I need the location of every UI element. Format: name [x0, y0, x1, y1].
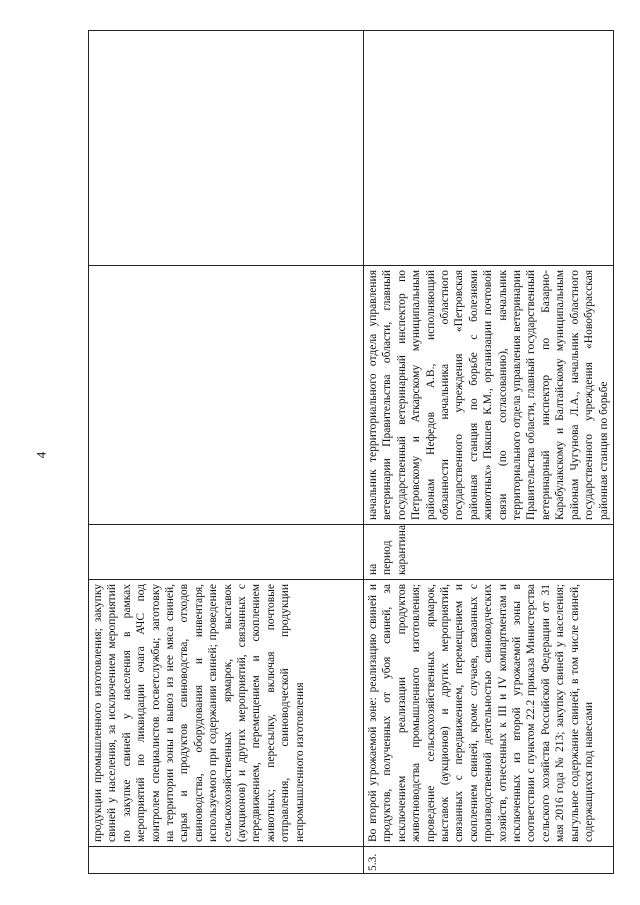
table-row: [364, 31, 614, 874]
measures-table: [88, 30, 614, 874]
landscape-table: [88, 32, 610, 874]
row2-measure-cell: Во второй угрожаемой зоне: реализацию свиней и продуктов, полученных от убоя свиней, за исключением реализации продуктов животноводства промышленного изготовления; проведение сельскохозяйственных ярмарок, выставок (аукционов) и других мероприятий, связанных с передвижением, перемещением и скоплением свиней, кроме случаев, связанных с производственной деятельностью свиноводческих хозяйств, отнесенных к III и IV компартментам и исключенных из второй угрожаемой зоны в соответствии с пунктом 22.2 приказа Министерства сельского хозяйства Российской Федерации от 31 мая 2016 года № 213; закупку свиней у населения; выгульное содержание свиней, в том числе свиней, содержащихся под навесами: [364, 580, 614, 847]
row1-measure-cell: продукции промышленного изготовления; закупку свиней у населения, за исключением мероприятий по закупке свиней у населения в рамках мероприятий по ликвидации очага АЧС под контролем специалистов госветслужбы; заготовку на территории зоны и вывоз из нее мяса свиней, сырья и продуктов свиноводства, отходов свиноводства, оборудования и инвентаря, используемого при содержании свиней; проведение сельскохозяйственных ярмарок, выставок (аукционов) и других мероприятий, связанных с передвижением, перемещением и скоплением животных; пересылку, включая почтовые отправления, свиноводческой продукции непромышленного изготовления: [89, 580, 364, 847]
row2-responsible-cell: начальник территориального отдела управления ветеринарии Правительства области, главный государственный ветеринарный инспектор по Петровскому и Аткарскому муниципальным районам Нефедов А.В., исполняющий обязанности начальника областного государственного учреждения «Петровская районная станция по борьбе с болезнями животных» Пякшев К.М., организации почтовой связи (по согласованию), начальник территориального отдела управления ветеринарии Правительства области, главный государственный ветеринарный инспектор по Базарно-Карабулакскому и Балтайскому муниципальным районам Чугунова Л.А., начальник областного государственного учреждения «Новобурасская районная станция по борьбе: [364, 266, 614, 525]
page-number: 4: [33, 451, 49, 459]
row2-term-cell: на период карантина: [364, 525, 614, 580]
row1-note-cell: [89, 31, 364, 266]
row1-num-cell: [89, 847, 364, 874]
table-frame: [88, 32, 610, 874]
row2-num-cell: 5.3.: [364, 847, 614, 874]
table-row: [89, 31, 364, 874]
row1-term-cell: [89, 525, 364, 580]
row2-note-cell: [364, 31, 614, 266]
row1-responsible-cell: [89, 266, 364, 525]
